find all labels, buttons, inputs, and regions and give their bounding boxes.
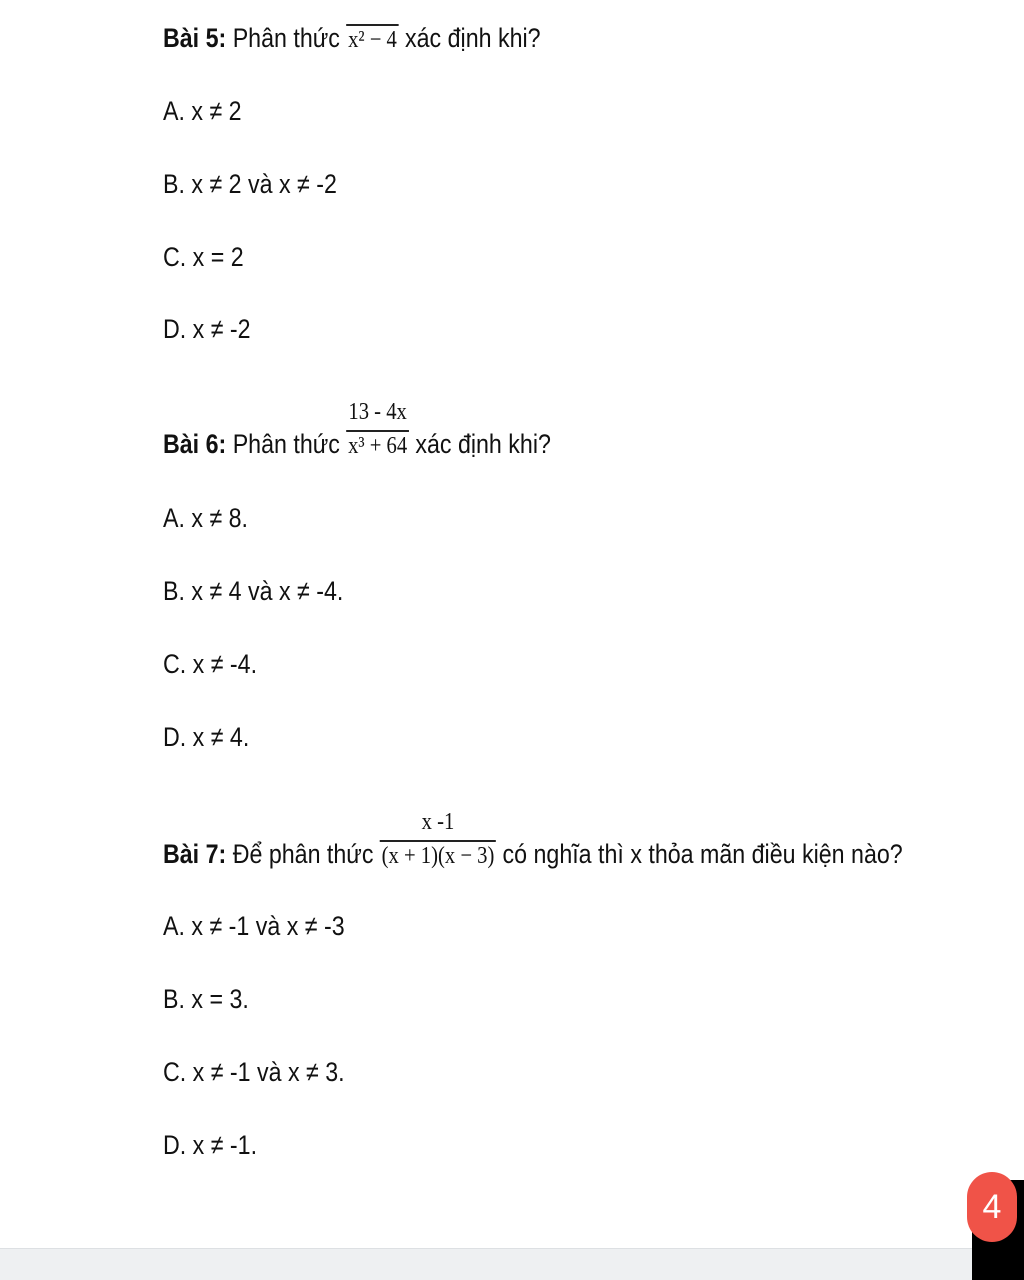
question-5-option-a[interactable]: A. x ≠ 2 bbox=[163, 96, 242, 126]
question-5-text-before: Phân thức bbox=[226, 23, 340, 53]
question-7-option-a[interactable]: A. x ≠ -1 và x ≠ -3 bbox=[163, 911, 345, 941]
question-6-option-d[interactable]: D. x ≠ 4. bbox=[163, 722, 250, 752]
question-5-option-b[interactable]: B. x ≠ 2 và x ≠ -2 bbox=[163, 169, 337, 199]
question-7-denominator: (x + 1)(x − 3) bbox=[380, 840, 496, 870]
question-6-fraction bbox=[346, 399, 409, 462]
question-5-option-d[interactable]: D. x ≠ -2 bbox=[163, 314, 251, 344]
question-6-text-before: Phân thức bbox=[226, 429, 340, 459]
question-7-fraction bbox=[380, 809, 496, 872]
question-6-option-a[interactable]: A. x ≠ 8. bbox=[163, 503, 249, 533]
question-5-option-c[interactable]: C. x = 2 bbox=[163, 242, 244, 272]
question-7-option-d[interactable]: D. x ≠ -1. bbox=[163, 1130, 258, 1160]
question-6-label: Bài 6: bbox=[163, 429, 227, 459]
question-7-text-before: Để phân thức bbox=[226, 839, 374, 869]
question-7-label: Bài 7: bbox=[163, 839, 227, 869]
question-6-denominator: x³ + 64 bbox=[346, 430, 409, 460]
question-5-title bbox=[163, 22, 541, 56]
question-6-numerator: 13 - 4x bbox=[348, 399, 407, 425]
question-6-title bbox=[163, 399, 551, 462]
question-7-numerator: x -1 bbox=[421, 809, 455, 835]
page-number-badge[interactable]: 4 bbox=[967, 1172, 1017, 1242]
question-7-option-c[interactable]: C. x ≠ -1 và x ≠ 3. bbox=[163, 1057, 345, 1087]
question-5-denominator: x² − 4 bbox=[346, 24, 398, 54]
question-7-option-b[interactable]: B. x = 3. bbox=[163, 984, 249, 1014]
question-5-label: Bài 5: bbox=[163, 23, 227, 53]
question-5-fraction bbox=[346, 24, 398, 56]
question-6-text-after: xác định khi? bbox=[408, 429, 551, 459]
question-6-option-b[interactable]: B. x ≠ 4 và x ≠ -4. bbox=[163, 576, 344, 606]
question-7-title bbox=[163, 809, 903, 872]
question-5-text-after: xác định khi? bbox=[398, 23, 541, 53]
bottom-bar bbox=[0, 1248, 972, 1280]
question-7-text-after: có nghĩa thì x thỏa mãn điều kiện nào? bbox=[496, 839, 903, 869]
question-6-option-c[interactable]: C. x ≠ -4. bbox=[163, 649, 258, 679]
